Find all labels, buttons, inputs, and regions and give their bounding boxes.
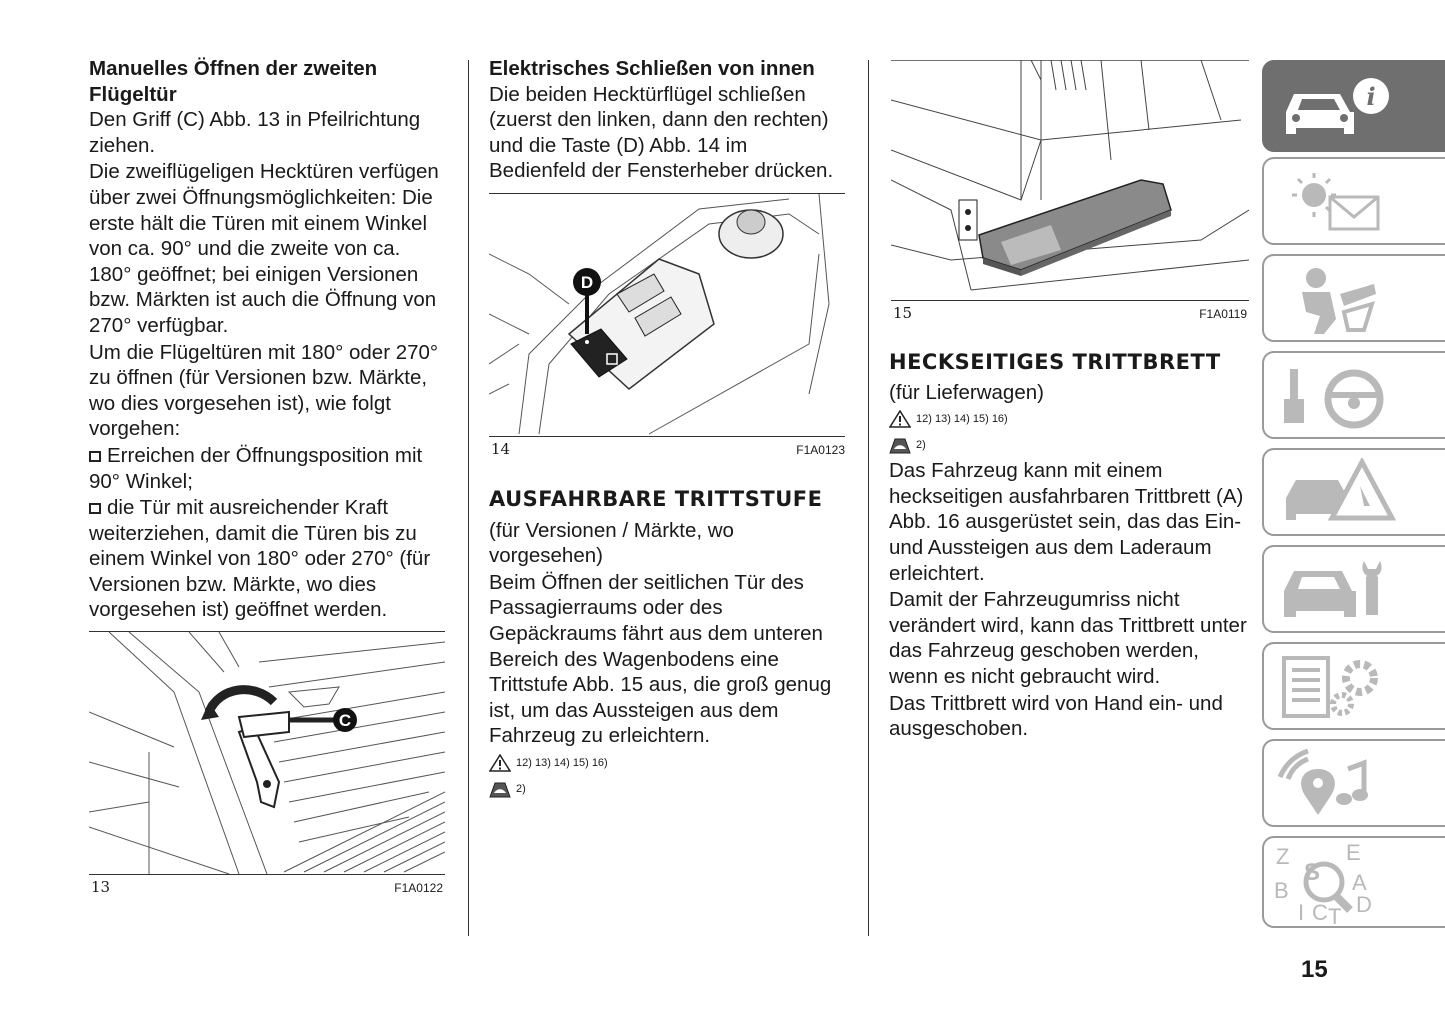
env-ref-text: 2) [516, 782, 526, 795]
index-letter: C [1312, 900, 1328, 924]
tab-multimedia[interactable] [1262, 739, 1445, 827]
warning-triangle-icon [889, 410, 911, 428]
figure-caption [891, 301, 1249, 325]
section-title-rear-step: HECKSEITIGES TRITTBRETT [889, 350, 1221, 374]
column-divider [468, 60, 469, 936]
tab-warning-lights[interactable] [1262, 157, 1445, 245]
warning-triangle-icon [489, 754, 511, 772]
retractable-step-illustration [891, 60, 1249, 300]
environment-references [889, 432, 1249, 458]
index-letter: A [1352, 870, 1367, 895]
index-icon [1268, 840, 1398, 924]
index-letter: D [1356, 892, 1372, 917]
figure-15 [891, 60, 1249, 301]
warning-ref-text: 12) 13) 14) 15) 16) [516, 756, 608, 769]
paragraph: Das Trittbrett wird von Hand ein- und ausgeschoben. [889, 691, 1223, 741]
figure-13 [89, 631, 445, 875]
bullet-item [89, 443, 445, 494]
tab-safety[interactable] [1262, 254, 1445, 342]
tab-technical-data[interactable] [1262, 642, 1445, 730]
column-divider [868, 60, 869, 936]
figure-code: F1A0119 [1199, 307, 1247, 321]
figure-number: 15 [893, 304, 913, 322]
warning-references [889, 406, 1249, 432]
multimedia-icon [1278, 749, 1398, 819]
callout-c [333, 708, 357, 732]
column-1 [89, 56, 445, 899]
subtitle: (für Lieferwagen) [889, 380, 1044, 404]
index-letter: B [1274, 878, 1289, 903]
figure-number: 13 [91, 878, 111, 897]
environment-references [489, 776, 847, 802]
column-3 [889, 60, 1249, 743]
heading-manual-open: Manuelles Öffnen der zweiten Flügeltür [89, 57, 378, 106]
column-2 [489, 56, 847, 802]
tab-index[interactable] [1262, 836, 1445, 928]
paragraph: Die zweiflügeligen Hecktüren verfügen über zwei Öffnungsmöglichkeiten: Die erste hält die Türen mit einem Winkel von ca. 90° und die zweite von ca. 180° geöffnet; bei einigen Versionen bzw. Märkten ist auch die Öffnung von 270° verfügbar. [89, 160, 439, 337]
handle-part [201, 690, 334, 807]
index-letter: T [1328, 904, 1342, 924]
bullet-text: die Tür mit ausreichender Kraft weiterziehen, damit die Türen bis zu einem Winkel von 180° oder 270° (für Versionen bzw. Märkte, wo dies vorgesehen ist) geöffnet werden. [89, 496, 431, 622]
bullet-item [89, 495, 445, 623]
heading-electric-close: Elektrisches Schließen von innen [489, 57, 815, 80]
section-title-step: AUSFAHRBARE TRITTSTUFE [489, 486, 823, 511]
figure-code: F1A0123 [796, 442, 845, 457]
page-number: 15 [1301, 956, 1328, 983]
checkbox-bullet-icon [89, 503, 101, 514]
window-switch-panel-illustration [489, 194, 845, 436]
warning-ref-text: 12) 13) 14) 15) 16) [916, 413, 1008, 426]
index-letter: S [1304, 859, 1321, 886]
paragraph: Die beiden Hecktürflügel schließen (zuerst den linken, dann den rechten) und die Taste (D) Abb. 14 im Bedienfeld der Fensterheber drücken. [489, 82, 834, 183]
paragraph: Damit der Fahrzeugumriss nicht verändert wird, kann das Trittbrett unter das Fahrzeug geschoben werden, wenn es nicht gebraucht wird. [889, 588, 1247, 688]
tab-maintenance[interactable] [1262, 545, 1445, 633]
figure-code: F1A0122 [394, 881, 443, 896]
technical-data-icon [1280, 652, 1400, 722]
checkbox-bullet-icon [89, 451, 101, 462]
index-letter: I [1298, 900, 1305, 924]
callout-label: C [338, 711, 352, 731]
figure-14 [489, 193, 845, 437]
tab-starting-driving[interactable] [1262, 351, 1445, 439]
paragraph: Um die Flügeltüren mit 180° oder 270° zu öffnen (für Versionen bzw. Märkte, wo dies vorgesehen ist), wie folgt vorgehen: [89, 340, 439, 441]
figure-caption [489, 437, 847, 461]
door-handle-illustration [89, 632, 445, 874]
step-platform [959, 180, 1171, 276]
tab-vehicle-info[interactable] [1262, 60, 1445, 152]
paragraph: Beim Öffnen der seitlichen Tür des Passagierraums oder des Gepäckraums fährt aus dem unteren Bereich des Wagenbodens eine Trittstufe Abb. 15 aus, die groß genug ist, um das Aussteigen aus dem Fahrzeug zu erleichtern. [489, 570, 832, 748]
mirror-knob [719, 210, 783, 258]
callout-label: D [580, 272, 594, 292]
subtitle: (für Versionen / Märkte, wo vorgesehen) [489, 518, 734, 568]
paragraph: Das Fahrzeug kann mit einem heckseitigen ausfahrbaren Trittbrett (A) Abb. 16 ausgerüstet sein, das das Ein- und Aussteigen aus dem Laderaum erleichtert. [889, 459, 1244, 585]
environment-car-icon [489, 780, 511, 798]
figure-number: 14 [491, 439, 511, 458]
warning-lights-icon [1278, 167, 1398, 237]
paragraph: Den Griff (C) Abb. 13 in Pfeilrichtung ziehen. [89, 108, 421, 157]
env-ref-text: 2) [916, 439, 926, 452]
warning-references [489, 750, 847, 776]
figure-caption [89, 875, 445, 899]
environment-car-icon [889, 436, 911, 454]
svg-text:i: i [1366, 82, 1376, 111]
maintenance-icon [1278, 555, 1398, 625]
index-letter: Z [1276, 844, 1290, 869]
bullet-text: Erreichen der Öffnungsposition mit 90° Winkel; [89, 443, 423, 493]
car-info-icon [1278, 72, 1398, 142]
emergency-icon [1278, 458, 1398, 528]
index-letter: E [1346, 840, 1361, 865]
safety-airbag-icon [1284, 264, 1404, 334]
steering-key-icon [1282, 361, 1402, 431]
tab-emergency[interactable] [1262, 448, 1445, 536]
